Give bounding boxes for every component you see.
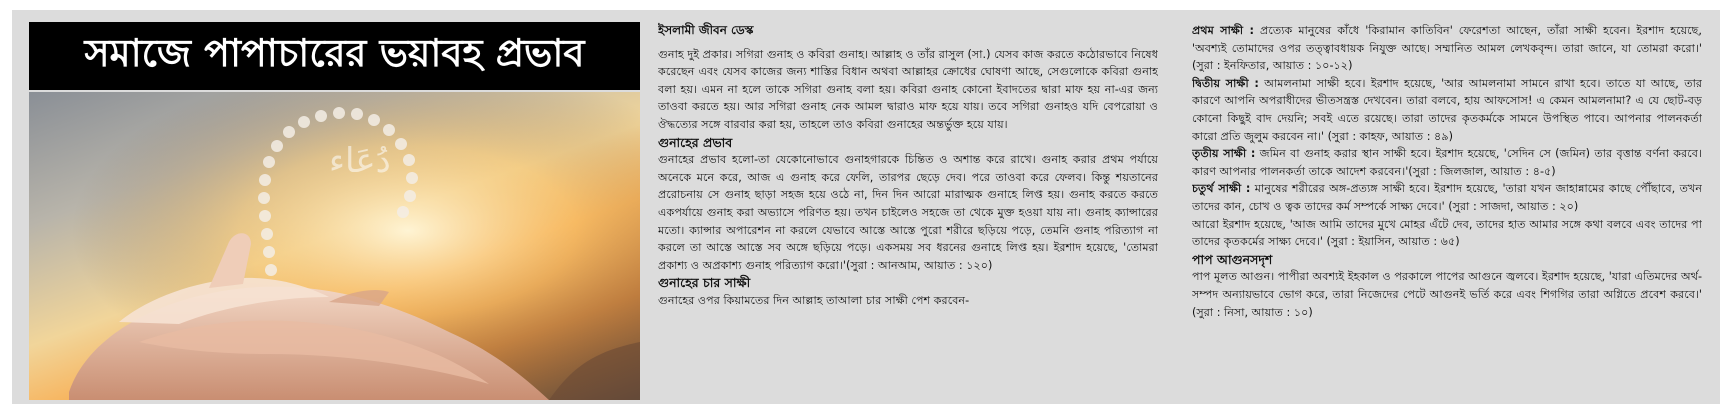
section-body-fire: পাপ মূলত আগুন। পাপীরা অবশ্যই ইহকাল ও পরকালে পাপের আগুনে জ্বলবে। ইরশাদ হয়েছে, 'যারা এতিমদের অর্থ-সম্পদ অন্যায়ভাবে ভোগ করে, তারা নিজেদের পেটে আগুনই ভর্তি করে এবং শিগগির তারা অগ্নিতে প্রবেশ করবে।' (সুরা : নিসা, আয়াত : ১০) bbox=[1192, 270, 1702, 319]
section-heading-effect: গুনাহের প্রভাব bbox=[658, 134, 733, 150]
witness-4-paragraph bbox=[1192, 180, 1702, 215]
article-column-1 bbox=[658, 22, 1158, 402]
dua-calligraphy: دُعَاء bbox=[329, 141, 391, 181]
witness-4-body: মানুষের শরীরের অঙ্গ-প্রত্যঙ্গ সাক্ষী হবে। ইরশাদ হয়েছে, 'তারা যখন জাহান্নামের কাছে পৌঁছাবে, তখন তাদের কান, চোখ ও ত্বক তাদের কর্ম সম্পর্কে সাক্ষ্য দেবে।' (সুরা : সাজদা, আয়াত : ২০) bbox=[1192, 182, 1702, 213]
witness-1-body: প্রত্যেক মানুষের কাঁধে 'কিরামান কাতিবিন' ফেরেশতা আছেন, তাঁরা সাক্ষী হবেন। ইরশাদ হয়েছে, 'অবশ্যই তোমাদের ওপর তত্ত্বাবধায়ক নিযুক্ত আছে। সম্মানিত আমল লেখকবৃন্দ। তারা জানে, যা তোমরা করো।' (সুরা : ইনফিতার, আয়াত : ১০-১২) bbox=[1192, 24, 1702, 73]
prayer-hands-illustration bbox=[29, 92, 640, 400]
newspaper-clipping bbox=[12, 10, 1720, 404]
witness-4-extra: আরো ইরশাদ হয়েছে, 'আজ আমি তাদের মুখে মোহর এঁটে দেব, তাদের হাত আমার সঙ্গে কথা বলবে এবং তাদের পা তাদের কৃতকর্মের সাক্ষ্য দেবে।' (সুরা : ইয়াসিন, আয়াত : ৬৫) bbox=[1192, 217, 1702, 249]
headline-title: সমাজে পাপাচারের ভয়াবহ প্রভাব bbox=[84, 31, 585, 75]
article-column-2 bbox=[1192, 22, 1702, 402]
witness-1-paragraph bbox=[1192, 22, 1702, 75]
witness-2-body: আমলনামা সাক্ষী হবে। ইরশাদ হয়েছে, 'আর আমলনামা সামনে রাখা হবে। তাতে যা আছে, তার কারণে আপনি অপরাধীদের ভীতসন্ত্রস্ত দেখবেন। তারা বলবে, হায় আফসোস! এ কেমন আমলনামা? এ যে ছোট-বড় কোনো কিছুই বাদ দেয়নি; সবই এতে রয়েছে। তারা তাদের কৃতকর্মকে সামনে উপস্থিত পাবে। আপনার পালনকর্তা কারো প্রতি জুলুম করবেন না।' (সুরা : কাহফ, আয়াত : ৪৯) bbox=[1192, 76, 1702, 143]
section-heading-witnesses: গুনাহের চার সাক্ষী bbox=[658, 275, 751, 291]
witness-4-lead: চতুর্থ সাক্ষী : bbox=[1192, 182, 1251, 196]
section-body-witnesses: গুনাহের ওপর কিয়ামতের দিন আল্লাহ তাআলা চার সাক্ষী পেশ করবেন- bbox=[658, 293, 970, 307]
witness-1-lead: প্রথম সাক্ষী : bbox=[1192, 24, 1254, 37]
witness-2-lead: দ্বিতীয় সাক্ষী : bbox=[1192, 76, 1259, 90]
intro-paragraph: গুনাহ দুই প্রকার। সগিরা গুনাহ ও কবিরা গুনাহ। আল্লাহ ও তাঁর রাসুল (সা.) যেসব কাজ করতে কঠোরভাবে নিষেধ করেছেন এবং যেসব কাজের জন্য শাস্তির বিধান অথবা আল্লাহর ক্রোধের ঘোষণা আছে, সেগুলোকে কবিরা গুনাহ বলা হয়। এমন না হলে তাকে সগিরা গুনাহ বলা হয়। কবিরা গুনাহ কোনো ইবাদতের দ্বারা মাফ হয় না-এর জন্য তাওবা করতে হয়। আর সগিরা গুনাহ নেক আমল দ্বারাও মাফ হয়ে যায়। তবে সগিরা গুনাহও যদি বেপরোয়া ও ঔদ্ধত্যের সঙ্গে বারবার করা হয়, তাহলে তাও কবিরা গুনাহের অন্তর্ভুক্ত হয়ে যায়। bbox=[658, 47, 1158, 131]
desk-byline: ইসলামী জীবন ডেস্ক bbox=[658, 23, 754, 37]
section-heading-fire: পাপ আগুনসদৃশ bbox=[1192, 251, 1273, 267]
witness-3-body: জমিন বা গুনাহ করার স্থান সাক্ষী হবে। ইরশাদ হয়েছে, 'সেদিন সে (জমিন) তার বৃত্তান্ত বর্ণনা করবে। কারণ আপনার পালনকর্তা তাকে আদেশ করবেন।'(সুরা : জিলজাল, আয়াত : ৪-৫) bbox=[1192, 147, 1702, 178]
witness-3-lead: তৃতীয় সাক্ষী : bbox=[1192, 147, 1256, 161]
article-photo bbox=[29, 92, 640, 400]
witness-3-paragraph bbox=[1192, 145, 1702, 180]
witness-2-paragraph bbox=[1192, 75, 1702, 145]
section-body-effect: গুনাহের প্রভাব হলো-তা যেকোনোভাবে গুনাহগারকে চিন্তিত ও অশান্ত করে রাখে। গুনাহ করার প্রথম পর্যায়ে অনেকে মনে করে, আজ এ গুনাহ করে ফেলি, তারপর ছেড়ে দেব। পরে তাওবা করে ফেলব। কিন্তু শয়তানের প্ররোচনায় সে গুনাহ ছাড়া সহজ হয়ে ওঠে না, দিন দিন আরো মারাত্মক গুনাহে লিপ্ত হয়। গুনাহ করতে করতে একপর্যায়ে গুনাহ করা অভ্যাসে পরিণত হয়। তখন চাইলেও সহজে তা থেকে মুক্ত হওয়া যায় না। গুনাহ ক্যান্সারের মতো। ক্যান্সার অপারেশন না করলে যেভাবে আস্তে আস্তে পুরো শরীরে ছড়িয়ে পড়ে, তেমনি গুনাহ পরিত্যাগ না করলে তা আস্তে আস্তে সব অঙ্গে ছড়িয়ে পড়ে। একসময় সব ধরনের গুনাহে লিপ্ত হয়। ইরশাদ হয়েছে, 'তোমরা প্রকাশ্য ও অপ্রকাশ্য গুনাহ পরিত্যাগ করো।'(সুরা : আনআম, আয়াত : ১২০) bbox=[658, 153, 1158, 272]
headline-banner bbox=[29, 22, 640, 90]
